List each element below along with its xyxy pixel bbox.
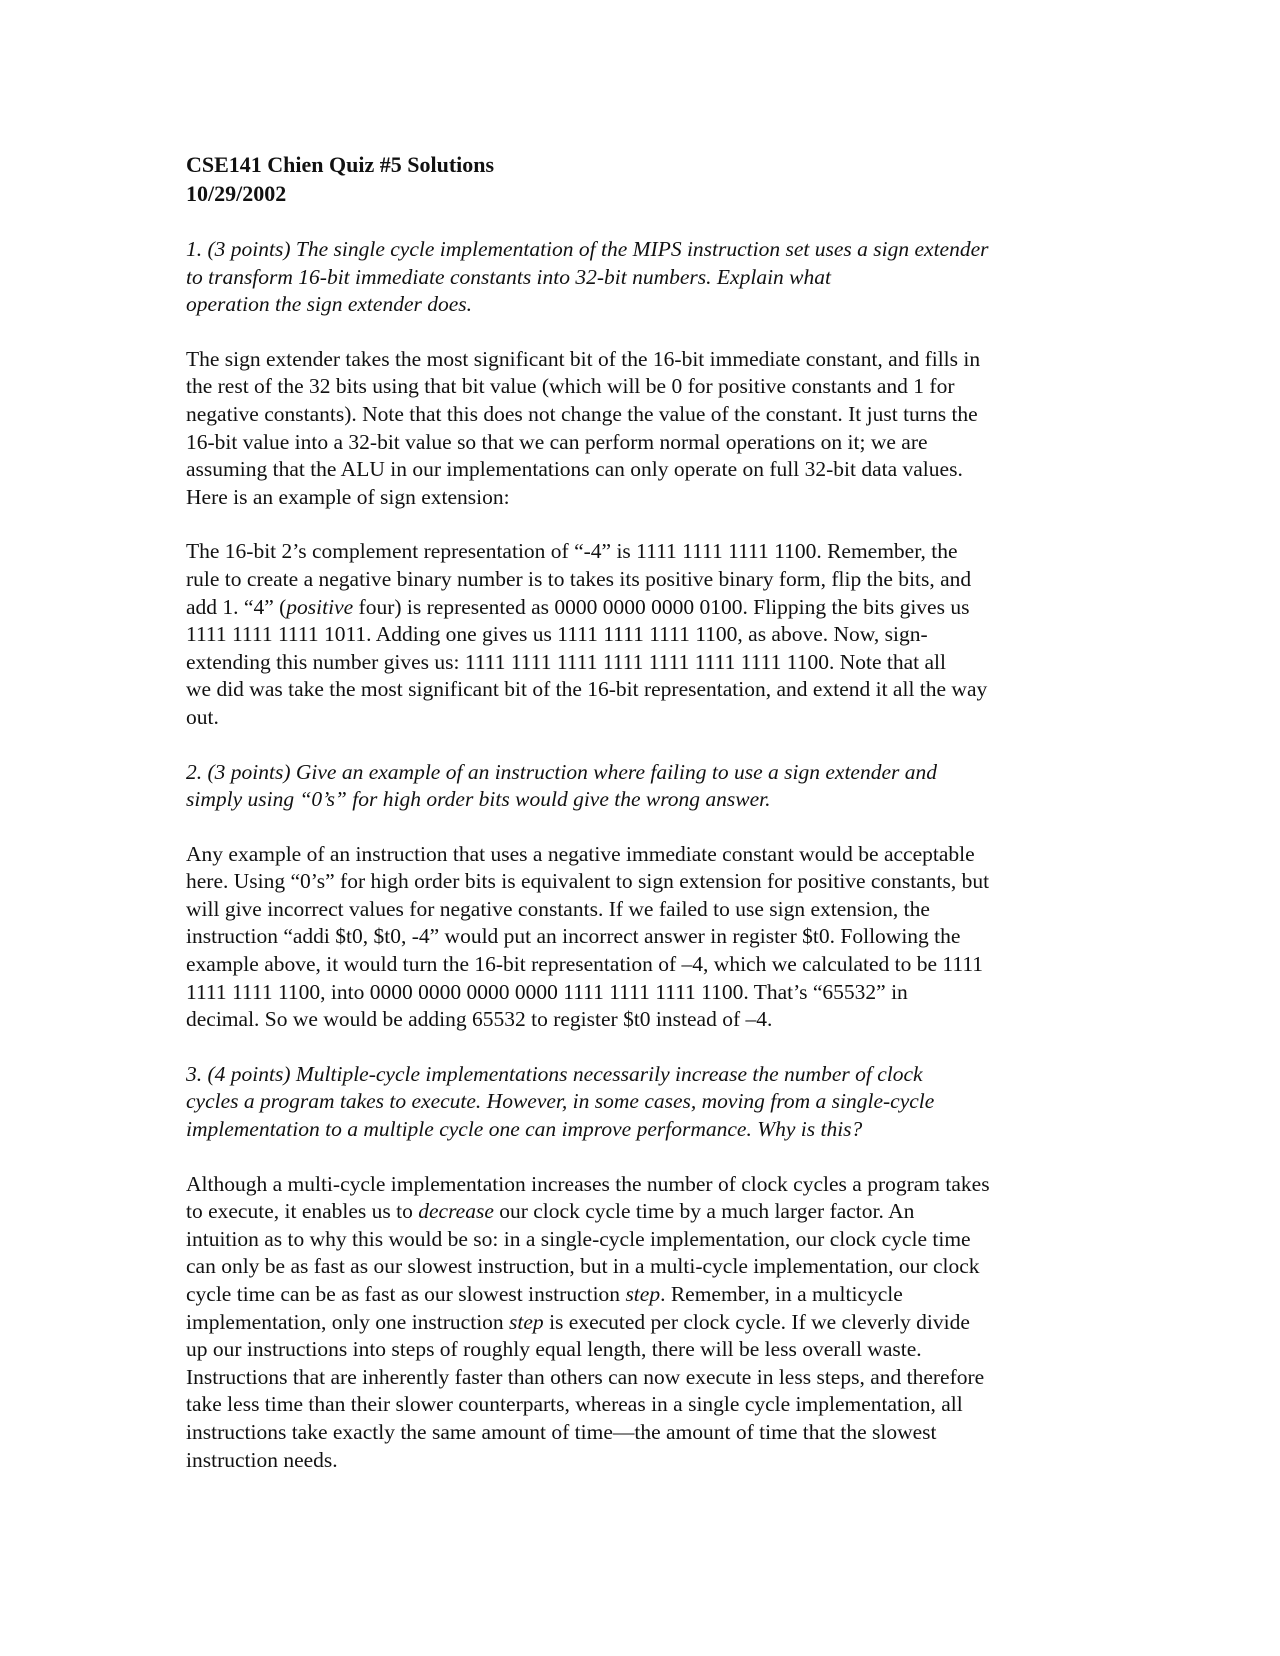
answer-3 — [186, 1171, 1096, 1475]
answer-line: example above, it would turn the 16-bit representation of –4, which we calculated to be 1111 — [186, 952, 984, 977]
answer-text: implementation, only one instruction — [186, 1309, 510, 1334]
answer-text: to execute, it enables us to — [186, 1199, 419, 1224]
answer-text: cycle time can be as fast as our slowest instruction — [186, 1282, 626, 1306]
question-2-line: simply using “0’s” for high order bits would give the wrong answer. — [186, 787, 771, 812]
answer-line: extending this number gives us: 1111 1111 1111 1111 1111 1111 1111 1100. Note that all — [186, 649, 946, 674]
answer-line: assuming that the ALU in our implementations can only operate on full 32-bit data values. — [186, 457, 963, 482]
question-3-line: cycles a program takes to execute. However, in some cases, moving from a single-cycle — [186, 1089, 935, 1114]
answer-text: our clock cycle time by a much larger factor. An — [493, 1199, 915, 1224]
answer-line: will give incorrect values for negative constants. If we failed to use sign extension, the — [186, 896, 930, 921]
question-3-line: implementation to a multiple cycle one can improve performance. Why is this? — [186, 1117, 863, 1142]
answer-line — [186, 1281, 1096, 1309]
answer-line: intuition as to why this would be so: in a single-cycle implementation, our clock cycle time — [186, 1226, 971, 1251]
question-1-line: 1. (3 points) The single cycle implementation of the MIPS instruction set uses a sign extender — [186, 237, 989, 261]
answer-line: 1111 1111 1100, into 0000 0000 0000 0000 1111 1111 1111 1100. That’s “65532” in — [186, 979, 908, 1004]
answer-line: Any example of an instruction that uses a negative immediate constant would be acceptable — [186, 841, 975, 866]
answer-text: four) is represented as 0000 0000 0000 0100. Flipping the bits gives us — [353, 594, 970, 619]
answer-line: we did was take the most significant bit of the 16-bit representation, and extend it all the way — [186, 677, 988, 702]
answer-line: 1111 1111 1111 1011. Adding one gives us 1111 1111 1111 1100, as above. Now, sign- — [186, 622, 928, 647]
question-2-line: 2. (3 points) Give an example of an instruction where failing to use a sign extender and — [186, 759, 937, 784]
answer-line: The sign extender takes the most significant bit of the 16-bit immediate constant, and fills in — [186, 346, 981, 371]
document-page — [186, 150, 1096, 1501]
question-2 — [186, 759, 1096, 814]
question-1-line: to transform 16-bit immediate constants into 32-bit numbers. Explain what — [186, 264, 831, 289]
answer-line: here. Using “0’s” for high order bits is equivalent to sign extension for positive constants, but — [186, 869, 990, 894]
document-date: 10/29/2002 — [186, 181, 287, 206]
question-3-line: 3. (4 points) Multiple-cycle implementations necessarily increase the number of clock — [186, 1061, 923, 1086]
answer-line: up our instructions into steps of roughly equal length, there will be less overall waste. — [186, 1337, 922, 1362]
question-1-line: operation the sign extender does. — [186, 292, 473, 317]
answer-line: Instructions that are inherently faster than others can now execute in less steps, and therefore — [186, 1364, 985, 1389]
answer-text: is executed per clock cycle. If we cleverly divide — [543, 1309, 970, 1334]
answer-line — [186, 1309, 1096, 1337]
question-1 — [186, 236, 1096, 319]
answer-line: Here is an example of sign extension: — [186, 484, 510, 509]
question-3 — [186, 1061, 1096, 1144]
answer-line: negative constants). Note that this does not change the value of the constant. It just turns the — [186, 401, 978, 426]
answer-line: The 16-bit 2’s complement representation of “-4” is 1111 1111 1111 1100. Remember, the — [186, 539, 958, 564]
answer-line: instructions take exactly the same amount of time—the amount of time that the slowest — [186, 1419, 937, 1444]
answer-1-paragraph-2 — [186, 538, 1096, 731]
answer-1-paragraph-1 — [186, 346, 1096, 512]
answer-text: add 1. “4” ( — [186, 594, 287, 619]
document-title: CSE141 Chien Quiz #5 Solutions — [186, 152, 495, 177]
answer-line: can only be as fast as our slowest instruction, but in a multi-cycle implementation, our clock — [186, 1254, 980, 1279]
answer-line: the rest of the 32 bits using that bit value (which will be 0 for positive constants and 1 for — [186, 374, 955, 399]
answer-line: instruction “addi $t0, $t0, -4” would put an incorrect answer in register $t0. Following the — [186, 924, 961, 949]
answer-line — [186, 594, 1096, 622]
answer-line: decimal. So we would be adding 65532 to register $t0 instead of –4. — [186, 1007, 773, 1032]
answer-line: out. — [186, 704, 219, 729]
answer-text: . Remember, in a multicycle — [660, 1282, 903, 1306]
document-header — [186, 150, 1096, 208]
emphasis-decrease: decrease — [418, 1199, 494, 1224]
answer-line: Although a multi-cycle implementation increases the number of clock cycles a program takes — [186, 1171, 990, 1196]
answer-line: instruction needs. — [186, 1447, 338, 1472]
answer-2 — [186, 841, 1096, 1034]
answer-line: 16-bit value into a 32-bit value so that we can perform normal operations on it; we are — [186, 429, 928, 454]
answer-line: rule to create a negative binary number is to takes its positive binary form, flip the bits, and — [186, 566, 972, 591]
answer-line: take less time than their slower counterparts, whereas in a single cycle implementation, all — [186, 1392, 963, 1417]
emphasis-step: step — [625, 1282, 661, 1306]
answer-line — [186, 1198, 1096, 1226]
emphasis-step: step — [509, 1309, 544, 1334]
emphasis-positive: positive — [286, 594, 354, 619]
